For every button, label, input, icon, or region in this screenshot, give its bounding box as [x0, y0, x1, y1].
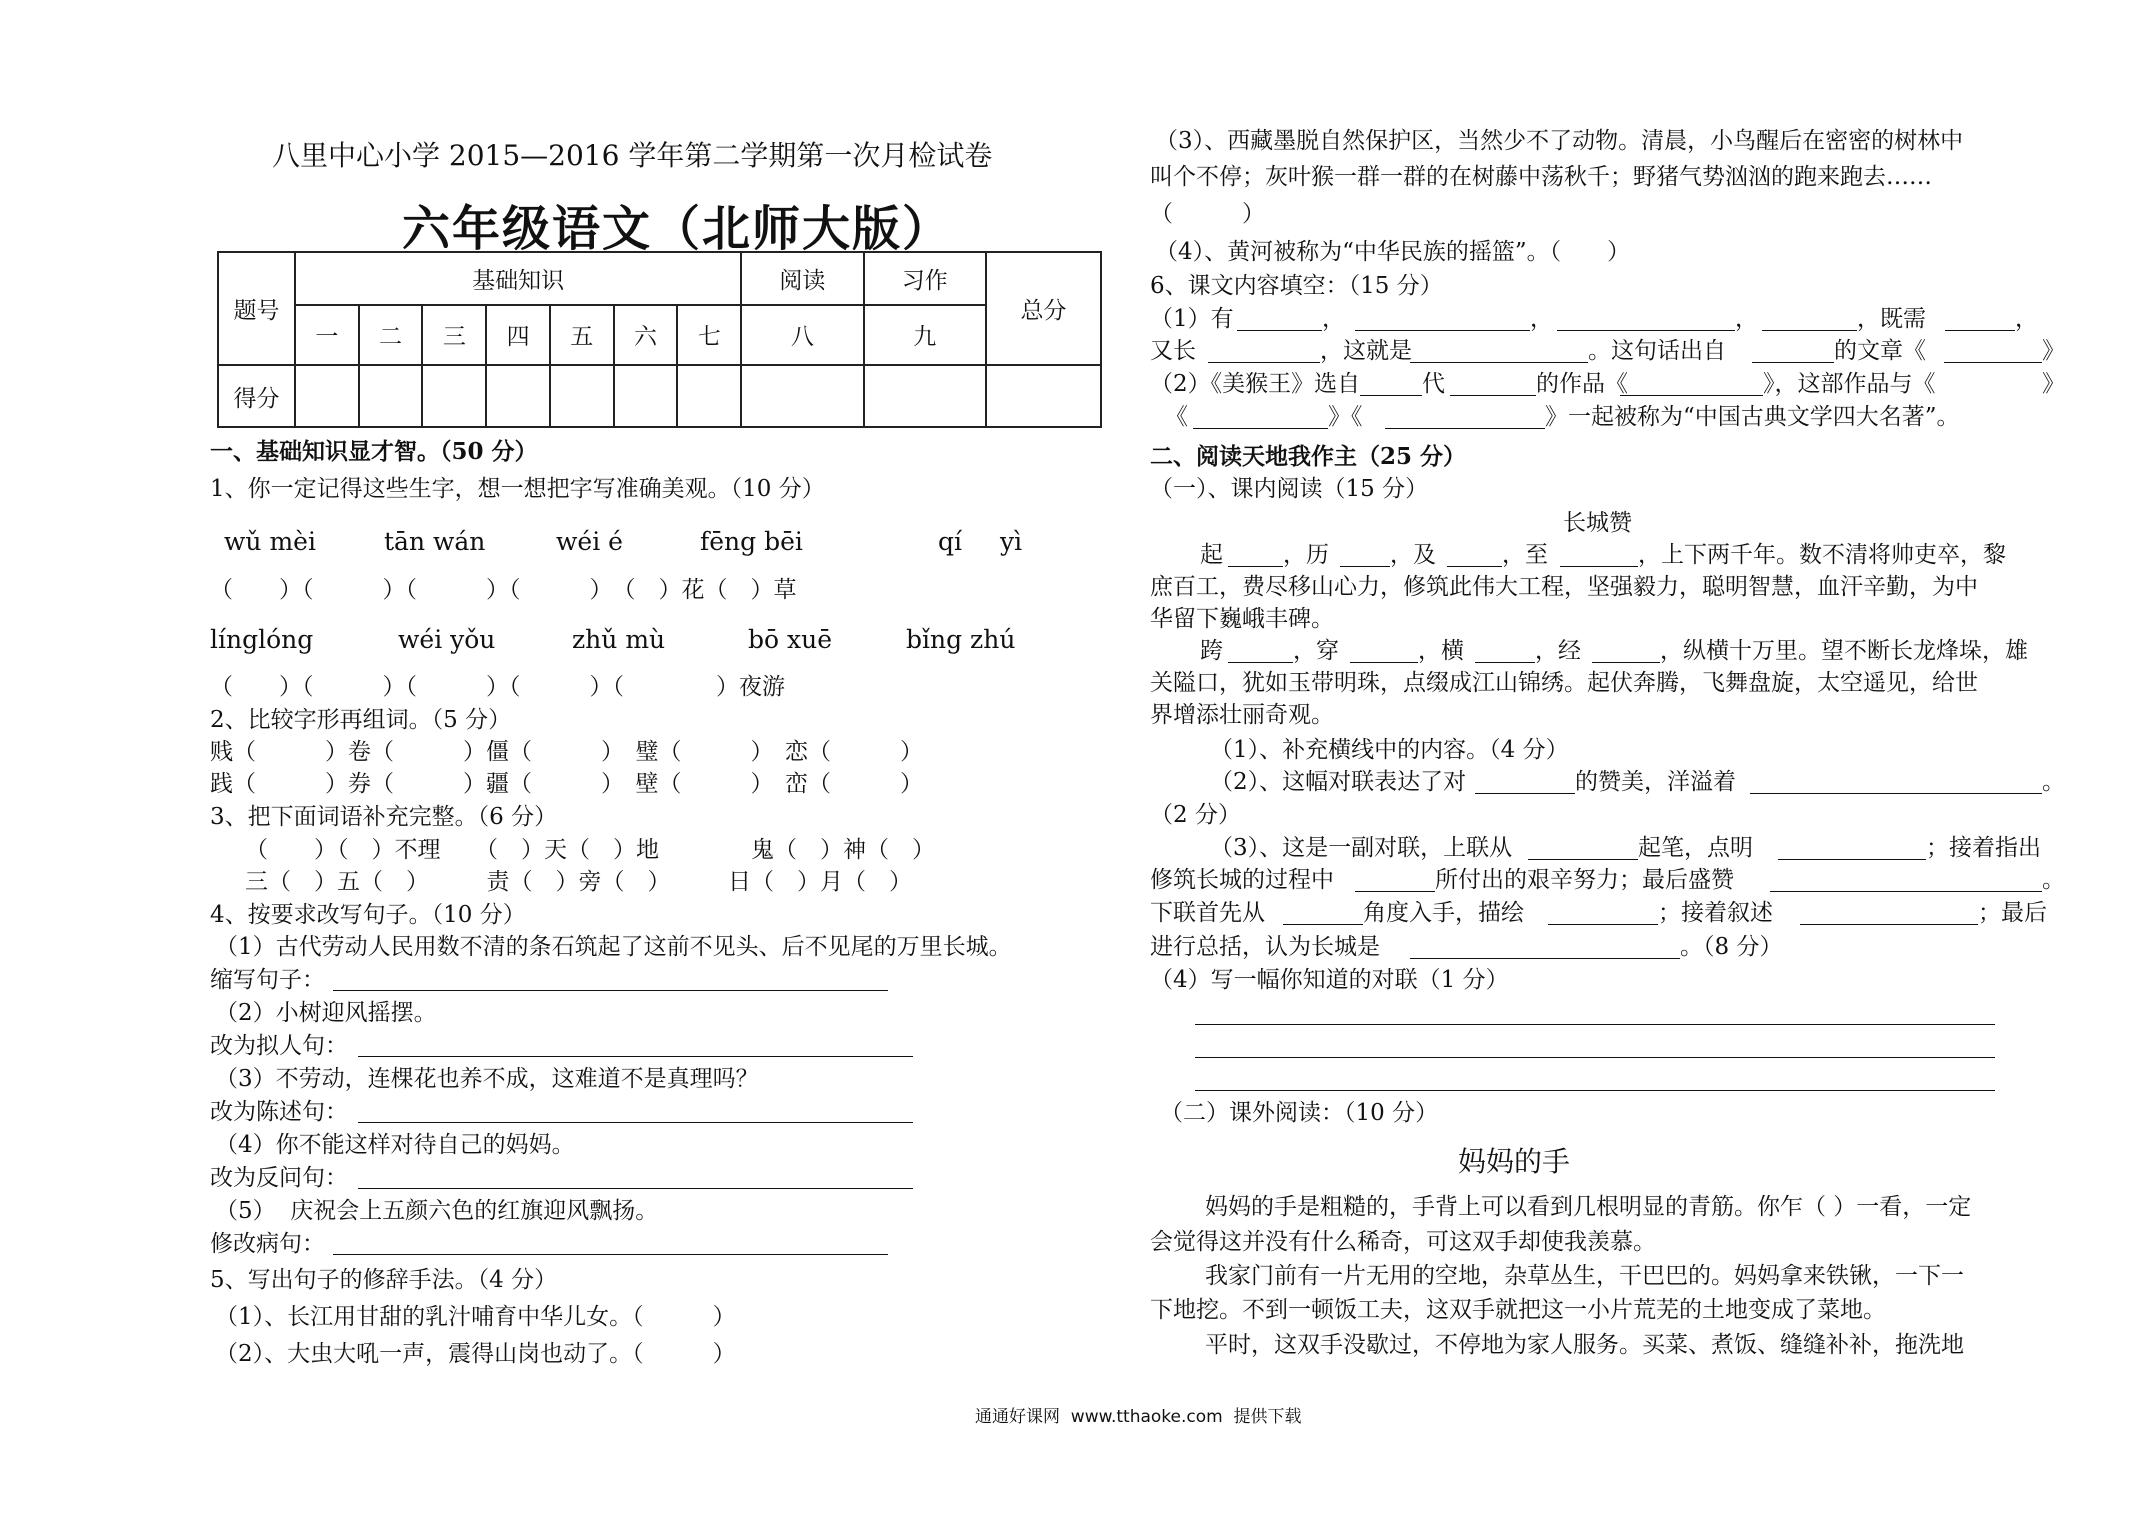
fill-blank[interactable] [1528, 859, 1638, 860]
fill-blank[interactable] [1592, 662, 1660, 663]
section2-heading: 二、阅读天地我作主（25 分） [1150, 443, 1467, 470]
fill-blank[interactable] [1283, 924, 1363, 925]
col-number: 八 [741, 305, 863, 366]
score-cell[interactable] [422, 365, 486, 427]
fill-blank[interactable] [1620, 395, 1763, 396]
fill-blank[interactable] [1770, 891, 2042, 892]
passage-text: 平时，这双手没歇过，不停地为家人服务。买菜、煮饭、缝缝补补，拖洗地 [1205, 1332, 1964, 1358]
fill-blank[interactable] [1752, 362, 1834, 363]
q5-sentence[interactable]: （1）、长江用甘甜的乳汁哺育中华儿女。（ ） [215, 1304, 736, 1330]
q4-label: 改为拟人句： [210, 1033, 348, 1059]
q6-text: （1）有 [1150, 306, 1234, 332]
reading-question: ；最后 [1978, 900, 2047, 926]
reading-question: （3）、这是一副对联，上联从 [1210, 835, 1513, 861]
total-score-cell[interactable] [986, 365, 1101, 427]
fill-blank[interactable] [1475, 662, 1535, 663]
score-cell[interactable] [741, 365, 863, 427]
answer-line[interactable] [358, 1056, 913, 1057]
q4-label: 改为陈述句： [210, 1099, 348, 1125]
group-writing: 习作 [864, 252, 986, 305]
col-number: 四 [486, 305, 550, 366]
fill-blank[interactable] [1800, 924, 1978, 925]
answer-line[interactable] [1195, 1090, 1995, 1091]
fill-blank[interactable] [1237, 330, 1322, 331]
q6-text: ， [1322, 306, 1345, 332]
fill-blank[interactable] [1350, 662, 1418, 663]
fill-blank[interactable] [1560, 566, 1638, 567]
q5-sentence[interactable]: （2）、大虫大吼一声，震得山岗也动了。（ ） [215, 1341, 736, 1367]
passage-text: ，历 [1283, 542, 1329, 568]
score-cell[interactable] [486, 365, 550, 427]
col-number: 六 [614, 305, 678, 366]
fill-blank[interactable] [1208, 362, 1320, 363]
reading-question: 角度入手，描绘 [1363, 900, 1524, 926]
reading-question: 。（8 分） [1680, 934, 1783, 960]
fill-blank[interactable] [1410, 958, 1680, 959]
passage-text: 界增添壮丽奇观。 [1150, 702, 1334, 728]
reading-question: 所付出的艰辛努力；最后盛赞 [1435, 867, 1734, 893]
reading-question: （1）、补充横线中的内容。（4 分） [1210, 737, 1569, 763]
score-cell[interactable] [550, 365, 614, 427]
part2-title: （二）课外阅读：（10 分） [1160, 1100, 1439, 1126]
q3-row[interactable]: 三（ ）五（ ） 责（ ）旁（ ） 日（ ）月（ ） [245, 869, 912, 895]
passage-text: 庶百工，费尽移山心力，修筑此伟大工程，坚强毅力，聪明智慧，血汗辛勤，为中 [1150, 574, 1978, 600]
q5-sentence: （3）、西藏墨脱自然保护区，当然少不了动物。清晨，小鸟醒后在密密的树林中 [1155, 128, 1964, 154]
q6-text: 代 [1422, 371, 1445, 397]
pinyin: fēng bēi [700, 527, 803, 556]
fill-blank[interactable] [1557, 330, 1735, 331]
passage-text: 我家门前有一片无用的空地，杂草丛生，干巴巴的。妈妈拿来铁锹，一下一 [1205, 1263, 1964, 1289]
fill-blank[interactable] [1762, 330, 1857, 331]
fill-blank[interactable] [1450, 395, 1536, 396]
q6-text: 》《 [1328, 404, 1363, 430]
fill-blank[interactable] [1750, 793, 2042, 794]
fill-blank[interactable] [1475, 793, 1575, 794]
passage-text: 关隘口，犹如玉带明珠，点缀成江山锦绣。起伏奔腾，飞舞盘旋，太空遥见，给世 [1150, 670, 1978, 696]
group-basic: 基础知识 [295, 252, 741, 305]
answer-line[interactable] [333, 1254, 888, 1255]
q3-row[interactable]: （ ）（ ）不理 （ ）天（ ）地 鬼（ ）神（ ） [245, 837, 935, 863]
reading-question: （2 分） [1150, 802, 1241, 828]
fill-blank[interactable] [1410, 362, 1588, 363]
passage-text: 妈妈的手是粗糙的，手背上可以看到几根明显的青筋。你乍（ ）一看，一定 [1205, 1194, 1972, 1220]
passage-text: ，经 [1535, 638, 1581, 664]
pinyin: tān wán [384, 527, 486, 556]
pinyin: wéi é [556, 527, 623, 556]
pinyin: bǐng zhú [906, 625, 1016, 654]
answer-line[interactable] [333, 990, 888, 991]
fill-blank[interactable] [1355, 891, 1435, 892]
answer-line[interactable] [1195, 1024, 1995, 1025]
q4-sentence: （4）你不能这样对待自己的妈妈。 [215, 1132, 575, 1158]
passage-text: ，纵横十万里。望不断长龙烽垛，雄 [1660, 638, 2028, 664]
fill-blank[interactable] [1340, 566, 1390, 567]
q6-text: ，这就是 [1320, 338, 1412, 364]
fill-blank[interactable] [1548, 924, 1658, 925]
q6-text: 又长 [1150, 338, 1196, 364]
q4-sentence: （3）不劳动，连棵花也养不成，这难道不是真理吗？ [215, 1066, 759, 1092]
reading-question: （4）写一幅你知道的对联（1 分） [1150, 967, 1509, 993]
score-cell[interactable] [614, 365, 678, 427]
q2-row[interactable]: 贱（ ）卷（ ）僵（ ） 璧（ ） 恋（ ） [210, 739, 923, 765]
q4-sentence: （2）小树迎风摇摆。 [215, 1000, 437, 1026]
reading-question: 修筑长城的过程中 [1150, 867, 1334, 893]
q2-row[interactable]: 践（ ）券（ ）疆（ ） 壁（ ） 峦（ ） [210, 771, 923, 797]
q6-text: ， [2015, 306, 2038, 332]
fill-blank[interactable] [1945, 330, 2015, 331]
answer-line[interactable] [358, 1188, 913, 1189]
q6-text: 的作品《 [1536, 371, 1628, 397]
q4-title: 4、按要求改写句子。（10 分） [210, 902, 526, 928]
reading-question: 。 [2042, 867, 2065, 893]
pinyin: wǔ mèi [224, 527, 316, 556]
section1-heading: 一、基础知识显才智。（50 分） [210, 438, 538, 465]
score-cell[interactable] [359, 365, 423, 427]
fill-blank[interactable] [1385, 428, 1545, 429]
fill-blank[interactable] [1447, 566, 1502, 567]
passage-text: ，至 [1502, 542, 1548, 568]
fill-blank[interactable] [1228, 566, 1283, 567]
col-number: 七 [677, 305, 741, 366]
passage-text: 华留下巍峨丰碑。 [1150, 606, 1334, 632]
fill-blank[interactable] [1193, 428, 1328, 429]
q3-title: 3、把下面词语补充完整。（6 分） [210, 804, 558, 830]
q6-title: 6、课文内容填空：（15 分） [1150, 273, 1443, 299]
subject-title: 六年级语文（北师大版） [402, 201, 953, 257]
q6-text: 》 [2042, 371, 2065, 397]
fill-blank[interactable] [1355, 330, 1530, 331]
answer-line[interactable] [1195, 1057, 1995, 1058]
col-number: 一 [295, 305, 359, 366]
q6-text: 的文章《 [1834, 338, 1926, 364]
reading-question: ；接着指出 [1926, 835, 2041, 861]
q2-title: 2、比较字形再组词。（5 分） [210, 707, 512, 733]
answer-parens[interactable]: （ ） [1150, 201, 1265, 227]
pinyin: qí yì [938, 527, 1023, 556]
q4-label: 改为反问句： [210, 1165, 348, 1191]
q5-sentence: 叫个不停；灰叶猴一群一群的在树藤中荡秋千；野猪气势汹汹的跑来跑去…… [1150, 164, 1932, 190]
pinyin: wéi yǒu [398, 625, 496, 654]
fill-blank[interactable] [1944, 362, 2042, 363]
col-number: 三 [422, 305, 486, 366]
pinyin: línglóng [210, 625, 314, 654]
reading-question: 进行总括，认为长城是 [1150, 934, 1380, 960]
q4-sentence: （1）古代劳动人民用数不清的条石筑起了这前不见头、后不见尾的万里长城。 [215, 934, 1012, 960]
passage-text: ，及 [1390, 542, 1436, 568]
q1-title: 1、你一定记得这些生字，想一想把字写准确美观。（10 分） [210, 476, 825, 502]
total-label: 总分 [986, 252, 1101, 365]
passage-text: ，横 [1418, 638, 1464, 664]
q6-text: 《 [1165, 404, 1188, 430]
passage-title: 妈妈的手 [1458, 1145, 1571, 1178]
pinyin: bō xuē [748, 625, 832, 654]
fill-blank[interactable] [1778, 859, 1926, 860]
reading-question: （2）、这幅对联表达了对 [1210, 769, 1467, 795]
q6-text: （2）《美猴王》选自 [1150, 371, 1361, 397]
q4-label: 缩写句子： [210, 967, 325, 993]
col-number: 九 [864, 305, 986, 366]
fill-blank[interactable] [1228, 662, 1293, 663]
fill-blank[interactable] [1360, 395, 1422, 396]
q6-text: 》一起被称为“中国古典文学四大名著”。 [1545, 404, 1960, 430]
q6-text: ，既需 [1857, 306, 1926, 332]
passage-text: 跨 [1200, 638, 1223, 664]
reading-question: 。 [2042, 769, 2065, 795]
reading-question: 起笔，点明 [1638, 835, 1753, 861]
passage-text: 会觉得这并没有什么稀奇，可这双手却使我羡慕。 [1150, 1229, 1656, 1255]
col-number: 五 [550, 305, 614, 366]
passage-text: 起 [1200, 542, 1223, 568]
passage-text: 下地挖。不到一顿饭工夫，这双手就把这一小片荒芜的土地变成了菜地。 [1150, 1297, 1886, 1323]
pinyin: zhǔ mù [572, 625, 666, 654]
footer-credit: 通通好课网 www.tthaoke.com 提供下载 [975, 1407, 1302, 1427]
q6-text: ， [1735, 306, 1758, 332]
reading-question: ；接着叙述 [1658, 900, 1773, 926]
passage-text: ，穿 [1293, 638, 1339, 664]
reading-question: 下联首先从 [1150, 900, 1265, 926]
passage-title: 长城赞 [1563, 510, 1632, 536]
score-cell[interactable] [677, 365, 741, 427]
score-table [217, 251, 1102, 428]
score-cell[interactable] [295, 365, 359, 427]
part1-title: （一）、课内阅读（15 分） [1150, 476, 1429, 502]
row-label-score: 得分 [218, 365, 295, 427]
answer-line[interactable] [358, 1122, 913, 1123]
q6-text: 。这句话出自 [1588, 338, 1726, 364]
q5-title: 5、写出句子的修辞手法。（4 分） [210, 1267, 558, 1293]
answer-parens[interactable]: （ ）（ ）（ ）（ ） （ ）花（ ）草 [210, 577, 797, 603]
passage-text: ，上下两千年。数不清将帅吏卒，黎 [1638, 542, 2006, 568]
q4-label: 修改病句： [210, 1231, 325, 1257]
q6-text: 》 [2042, 338, 2065, 364]
group-reading: 阅读 [741, 252, 863, 305]
q6-text: ， [1530, 306, 1553, 332]
q6-text: 》，这部作品与《 [1763, 371, 1936, 397]
q5-sentence[interactable]: （4）、黄河被称为“中华民族的摇篮”。（ ） [1155, 239, 1631, 265]
school-title: 八里中心小学 2015—2016 学年第二学期第一次月检试卷 [272, 139, 993, 172]
row-label-number: 题号 [218, 252, 295, 365]
answer-parens[interactable]: （ ）（ ）（ ）（ ）（ ）夜游 [210, 674, 785, 700]
score-cell[interactable] [864, 365, 986, 427]
reading-question: 的赞美，洋溢着 [1575, 769, 1736, 795]
q4-sentence: （5） 庆祝会上五颜六色的红旗迎风飘扬。 [215, 1198, 659, 1224]
col-number: 二 [359, 305, 423, 366]
